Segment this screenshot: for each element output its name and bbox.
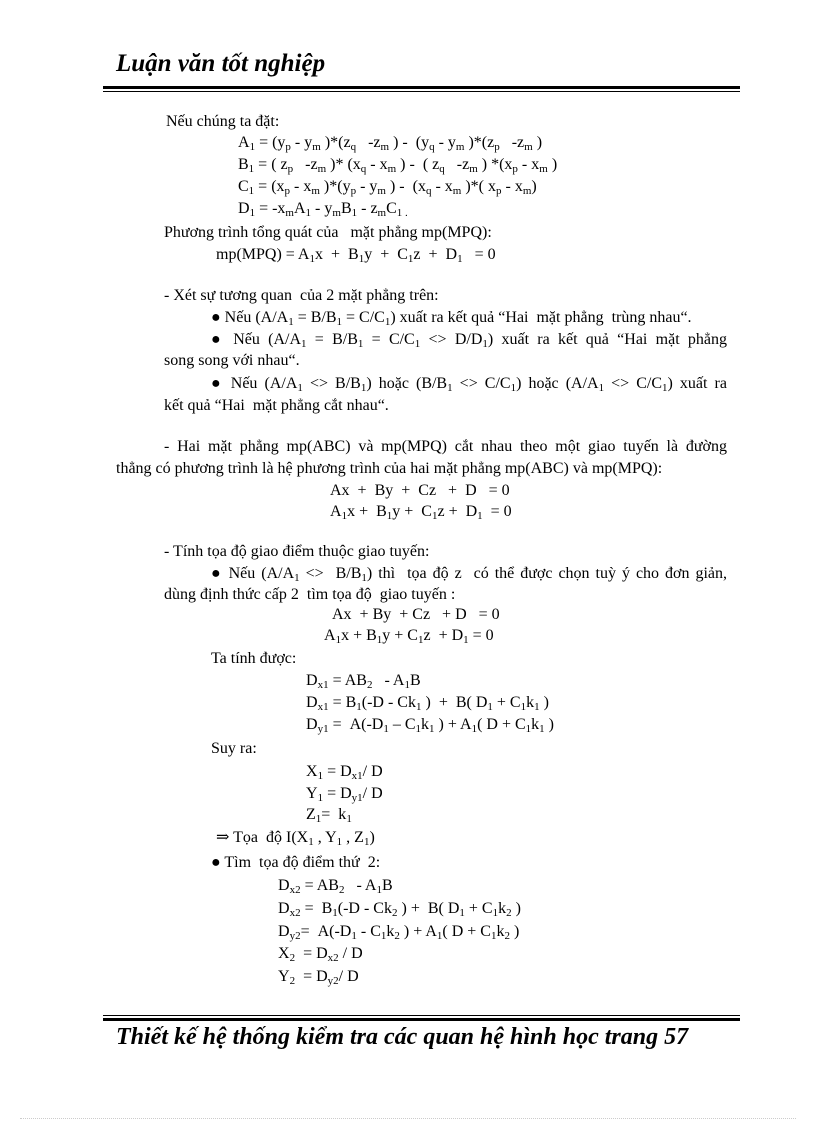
formula-b1: $B_1$ = ( $z_p$ $-z_m$ )* ($x_q - x_m$ ) - ( $z_q$ $-z_m$ ) $*(x_p - x_m$ ) bbox=[238, 156, 558, 175]
page-bottom-dotted-line bbox=[20, 1118, 796, 1119]
text-line: - Tính tọa độ giao điểm thuộc giao tuyến: bbox=[164, 543, 430, 560]
text-line: song song với nhau“. bbox=[164, 352, 300, 369]
bullet-line: ● Nếu $(A/A_1 = B/B_1 = C/C_1)$ xuất ra kết quả “Hai mặt phẳng trùng nhau“. bbox=[211, 309, 692, 328]
formula-dy1: $D_{y1} = A(-D_1 - C_1k_1$ ) + $A_1$( $D + C_1k_1$ ) bbox=[306, 716, 554, 735]
bullet-line: ● Nếu $(A/A_1 = B/B_1 = C/C_1 <> D/D_1)$ xuất ra kết quả “Hai mặt phẳng bbox=[211, 331, 728, 350]
page-footer-text: Thiết kế hệ thống kiểm tra các quan hệ hình học trang 57 bbox=[116, 1024, 689, 1050]
bullet-line: ● Nếu $(A/A_1 <> B/B_1)$ hoặc $(B/B_1 <> C/C_1)$ hoặc $(A/A_1 <> C/C_1)$ xuất ra bbox=[211, 375, 727, 394]
page-header-title: Luận văn tốt nghiệp bbox=[116, 50, 326, 77]
equation-plane-mpq: $A_1x + B_1y + C_1z + D_1 = 0$ bbox=[330, 503, 512, 522]
formula-y2: $Y_2 = D_{y2}/$ D bbox=[278, 968, 359, 987]
formula-c1: $C_1 = (x_p - x_m$ )$*(y_p - y_m$ ) - ($x_q - x_m$ )*( $x_p - x_m$) bbox=[238, 178, 537, 197]
equation-line: Ax + By + Cz + D = 0 bbox=[332, 606, 500, 623]
formula-a1: $A_1 = (y_p - y_m$ )$*(z_q$ $-z_m$ ) - ($y_q - y_m$ )$*(z_p$ $-z_m$ ) bbox=[238, 134, 543, 153]
text-line: - Xét sự tương quan của 2 mặt phẳng trên: bbox=[164, 287, 439, 304]
formula-z1: $Z_1= k_1$ bbox=[306, 806, 352, 825]
formula-d1: $D_1 = -x_mA_1 - y_mB_1 - z_mC_{1 .}$ bbox=[238, 200, 408, 219]
bullet-line: ● Nếu $(A/A_1 <> B/B_1)$ thì tọa độ z có thể được chọn tuỳ ý cho đơn giản, bbox=[211, 565, 728, 584]
text-line: - Hai mặt phẳng mp(ABC) và mp(MPQ) cắt nhau theo một giao tuyến là đường bbox=[164, 438, 727, 455]
footer-rule-thick bbox=[103, 1018, 740, 1021]
text-line: ⇒ Tọa độ $I(X_1$ , $Y_1$ , $Z_1$) bbox=[216, 829, 375, 848]
formula-dx1-expanded: $D_{x1} = B_1(-D - Ck_1$ ) + B( $D_1 + C_1k_1$ ) bbox=[306, 694, 549, 713]
text-line: thẳng có phương trình là hệ phương trình của hai mặt phẳng mp(ABC) và mp(MPQ): bbox=[116, 460, 663, 477]
equation-plane-abc: Ax + By + Cz + D = 0 bbox=[330, 482, 510, 499]
bullet-line: ● Tìm tọa độ điểm thứ 2: bbox=[211, 854, 381, 871]
text-line: kết quả “Hai mặt phẳng cắt nhau“. bbox=[164, 397, 389, 414]
formula-dx2-expanded: $D_{x2} = B_1(-D - Ck_2$ ) + B( $D_1 + C_1k_2$ ) bbox=[278, 900, 521, 919]
text-line: Suy ra: bbox=[211, 740, 257, 757]
text-line: Nếu chúng ta đặt: bbox=[166, 113, 280, 130]
formula-dy2: $D_{y2}= A(-D_1 - C_1k_2$ ) + $A_1$( $D + C_1k_2$ ) bbox=[278, 923, 520, 942]
formula-dx2: $D_{x2} = AB_2 - A_1B$ bbox=[278, 877, 393, 896]
formula-x2: $X_2 = D_{x2} / D$ bbox=[278, 945, 363, 964]
header-rule-thick bbox=[103, 86, 740, 89]
text-line: dùng định thức cấp 2 tìm tọa độ giao tuyến : bbox=[164, 586, 456, 603]
text-line: Ta tính được: bbox=[211, 650, 297, 667]
equation-line: $A_1x + B_1y + C_1z + D_1 = 0$ bbox=[324, 627, 494, 646]
formula-y1: $Y_1 = D_{y1}/$ D bbox=[306, 785, 383, 804]
header-rule-thin bbox=[103, 91, 740, 92]
formula-mpq: $mp(MPQ) = A_1x + B_1y + C_1z + D_1 = 0$ bbox=[216, 246, 496, 265]
formula-x1: $X_1 = D_{x1}/$ D bbox=[306, 763, 383, 782]
footer-rule-thin bbox=[103, 1015, 740, 1016]
formula-dx1: $D_{x1} = AB_2 - A_1B$ bbox=[306, 672, 421, 691]
text-line: Phương trình tổng quát của mặt phẳng mp(MPQ): bbox=[164, 224, 492, 241]
